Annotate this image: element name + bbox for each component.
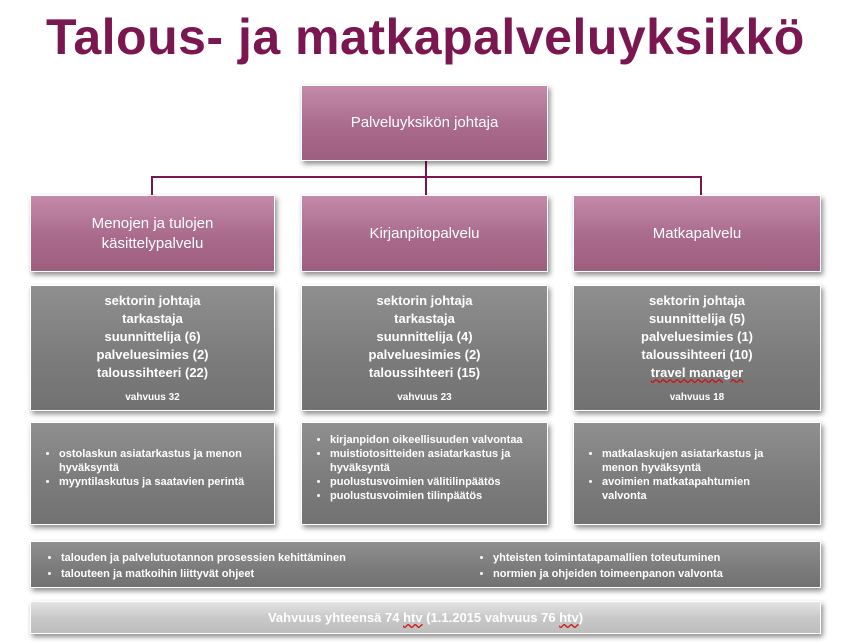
- list-item: • puolustusvoimien välitilinpäätös: [330, 475, 537, 489]
- role: tarkastaja: [122, 311, 183, 326]
- unit-name-2: Kirjanpitopalvelu: [369, 224, 480, 242]
- connector-unit-3: [700, 176, 702, 196]
- role: palveluesimies (2): [96, 347, 209, 362]
- list-item: • matkalaskujen asiatarkastus ja menon hyväksyntä: [602, 447, 796, 475]
- role: suunnittelija (6): [104, 329, 201, 344]
- connector-head-down: [425, 160, 427, 177]
- role: palveluesimies (1): [641, 329, 753, 344]
- shared-tasks-left: [31, 550, 441, 582]
- role: suunnittelija (5): [648, 311, 746, 326]
- staff-roles-2: [369, 292, 481, 382]
- staff-roles-1: [97, 292, 209, 382]
- task-list-1: [31, 447, 274, 489]
- shared-tasks-box: [30, 541, 821, 588]
- list-item: • talouden ja palvelutuotannon prosessien kehittäminen: [61, 550, 441, 566]
- staff-box-1: [30, 285, 275, 411]
- connector-unit-1: [151, 176, 153, 196]
- list-item: • avoimien matkatapahtumien valvonta: [602, 475, 796, 503]
- strength-label-3: vahvuus 18: [669, 392, 725, 403]
- role: palveluesimies (2): [368, 347, 481, 362]
- list-item: • puolustusvoimien tilinpäätös: [330, 489, 537, 503]
- shared-tasks-right: [441, 550, 723, 582]
- role: tarkastaja: [394, 311, 455, 326]
- list-item: • yhteisten toimintatapamallien toteutuminen: [493, 550, 723, 566]
- role: sektorin johtaja: [376, 293, 473, 308]
- list-item: • talouteen ja matkoihin liittyvät ohjeet: [61, 566, 441, 582]
- staff-box-3: [573, 285, 821, 411]
- list-item: • myyntilaskutus ja saatavien perintä: [59, 475, 274, 489]
- list-item: • kirjanpidon oikeellisuuden valvontaa: [330, 433, 537, 447]
- role: sektorin johtaja: [648, 293, 746, 308]
- unit-box-1: [30, 195, 275, 272]
- role: taloussihteeri (10): [641, 347, 753, 362]
- strength-label-2: vahvuus 23: [397, 392, 452, 403]
- tasks-box-3: [573, 422, 821, 525]
- connector-unit-2: [425, 176, 427, 196]
- list-item: • muistiotositteiden asiatarkastus ja hyväksyntä: [330, 447, 537, 475]
- list-item: • ostolaskun asiatarkastus ja menon hyväksyntä: [59, 447, 274, 475]
- strength-label-1: vahvuus 32: [125, 392, 180, 403]
- total-strength-bar: [30, 601, 821, 634]
- role: sektorin johtaja: [104, 293, 201, 308]
- task-list-3: [574, 447, 820, 503]
- unit-name-3: Matkapalvelu: [652, 224, 742, 242]
- head-box: [301, 85, 548, 161]
- list-item: • normien ja ohjeiden toimeenpanon valvonta: [493, 566, 723, 582]
- unit-name-1: Menojen ja tulojen käsittelypalvelu: [91, 214, 214, 252]
- staff-roles-3: [641, 292, 753, 382]
- staff-box-2: [301, 285, 548, 411]
- tasks-box-2: [301, 422, 548, 525]
- total-prefix: Vahvuus yhteensä 74: [267, 610, 404, 625]
- total-strength-text: [268, 610, 583, 625]
- task-list-2: [302, 433, 547, 503]
- total-suffix: ): [578, 610, 584, 625]
- head-label: Palveluyksikön johtaja: [350, 114, 499, 131]
- role: suunnittelija (4): [376, 329, 473, 344]
- role: travel manager: [650, 365, 744, 380]
- tasks-box-1: [30, 422, 275, 525]
- total-htv-1: htv: [403, 610, 423, 625]
- unit-box-3: [573, 195, 821, 272]
- role: taloussihteeri (15): [368, 365, 481, 380]
- page-title: Talous- ja matkapalveluyksikkö: [46, 9, 805, 65]
- unit-box-2: [301, 195, 548, 272]
- role: taloussihteeri (22): [96, 365, 209, 380]
- total-middle: (1.1.2015 vahvuus 76: [422, 610, 560, 625]
- total-htv-2: htv: [559, 610, 579, 625]
